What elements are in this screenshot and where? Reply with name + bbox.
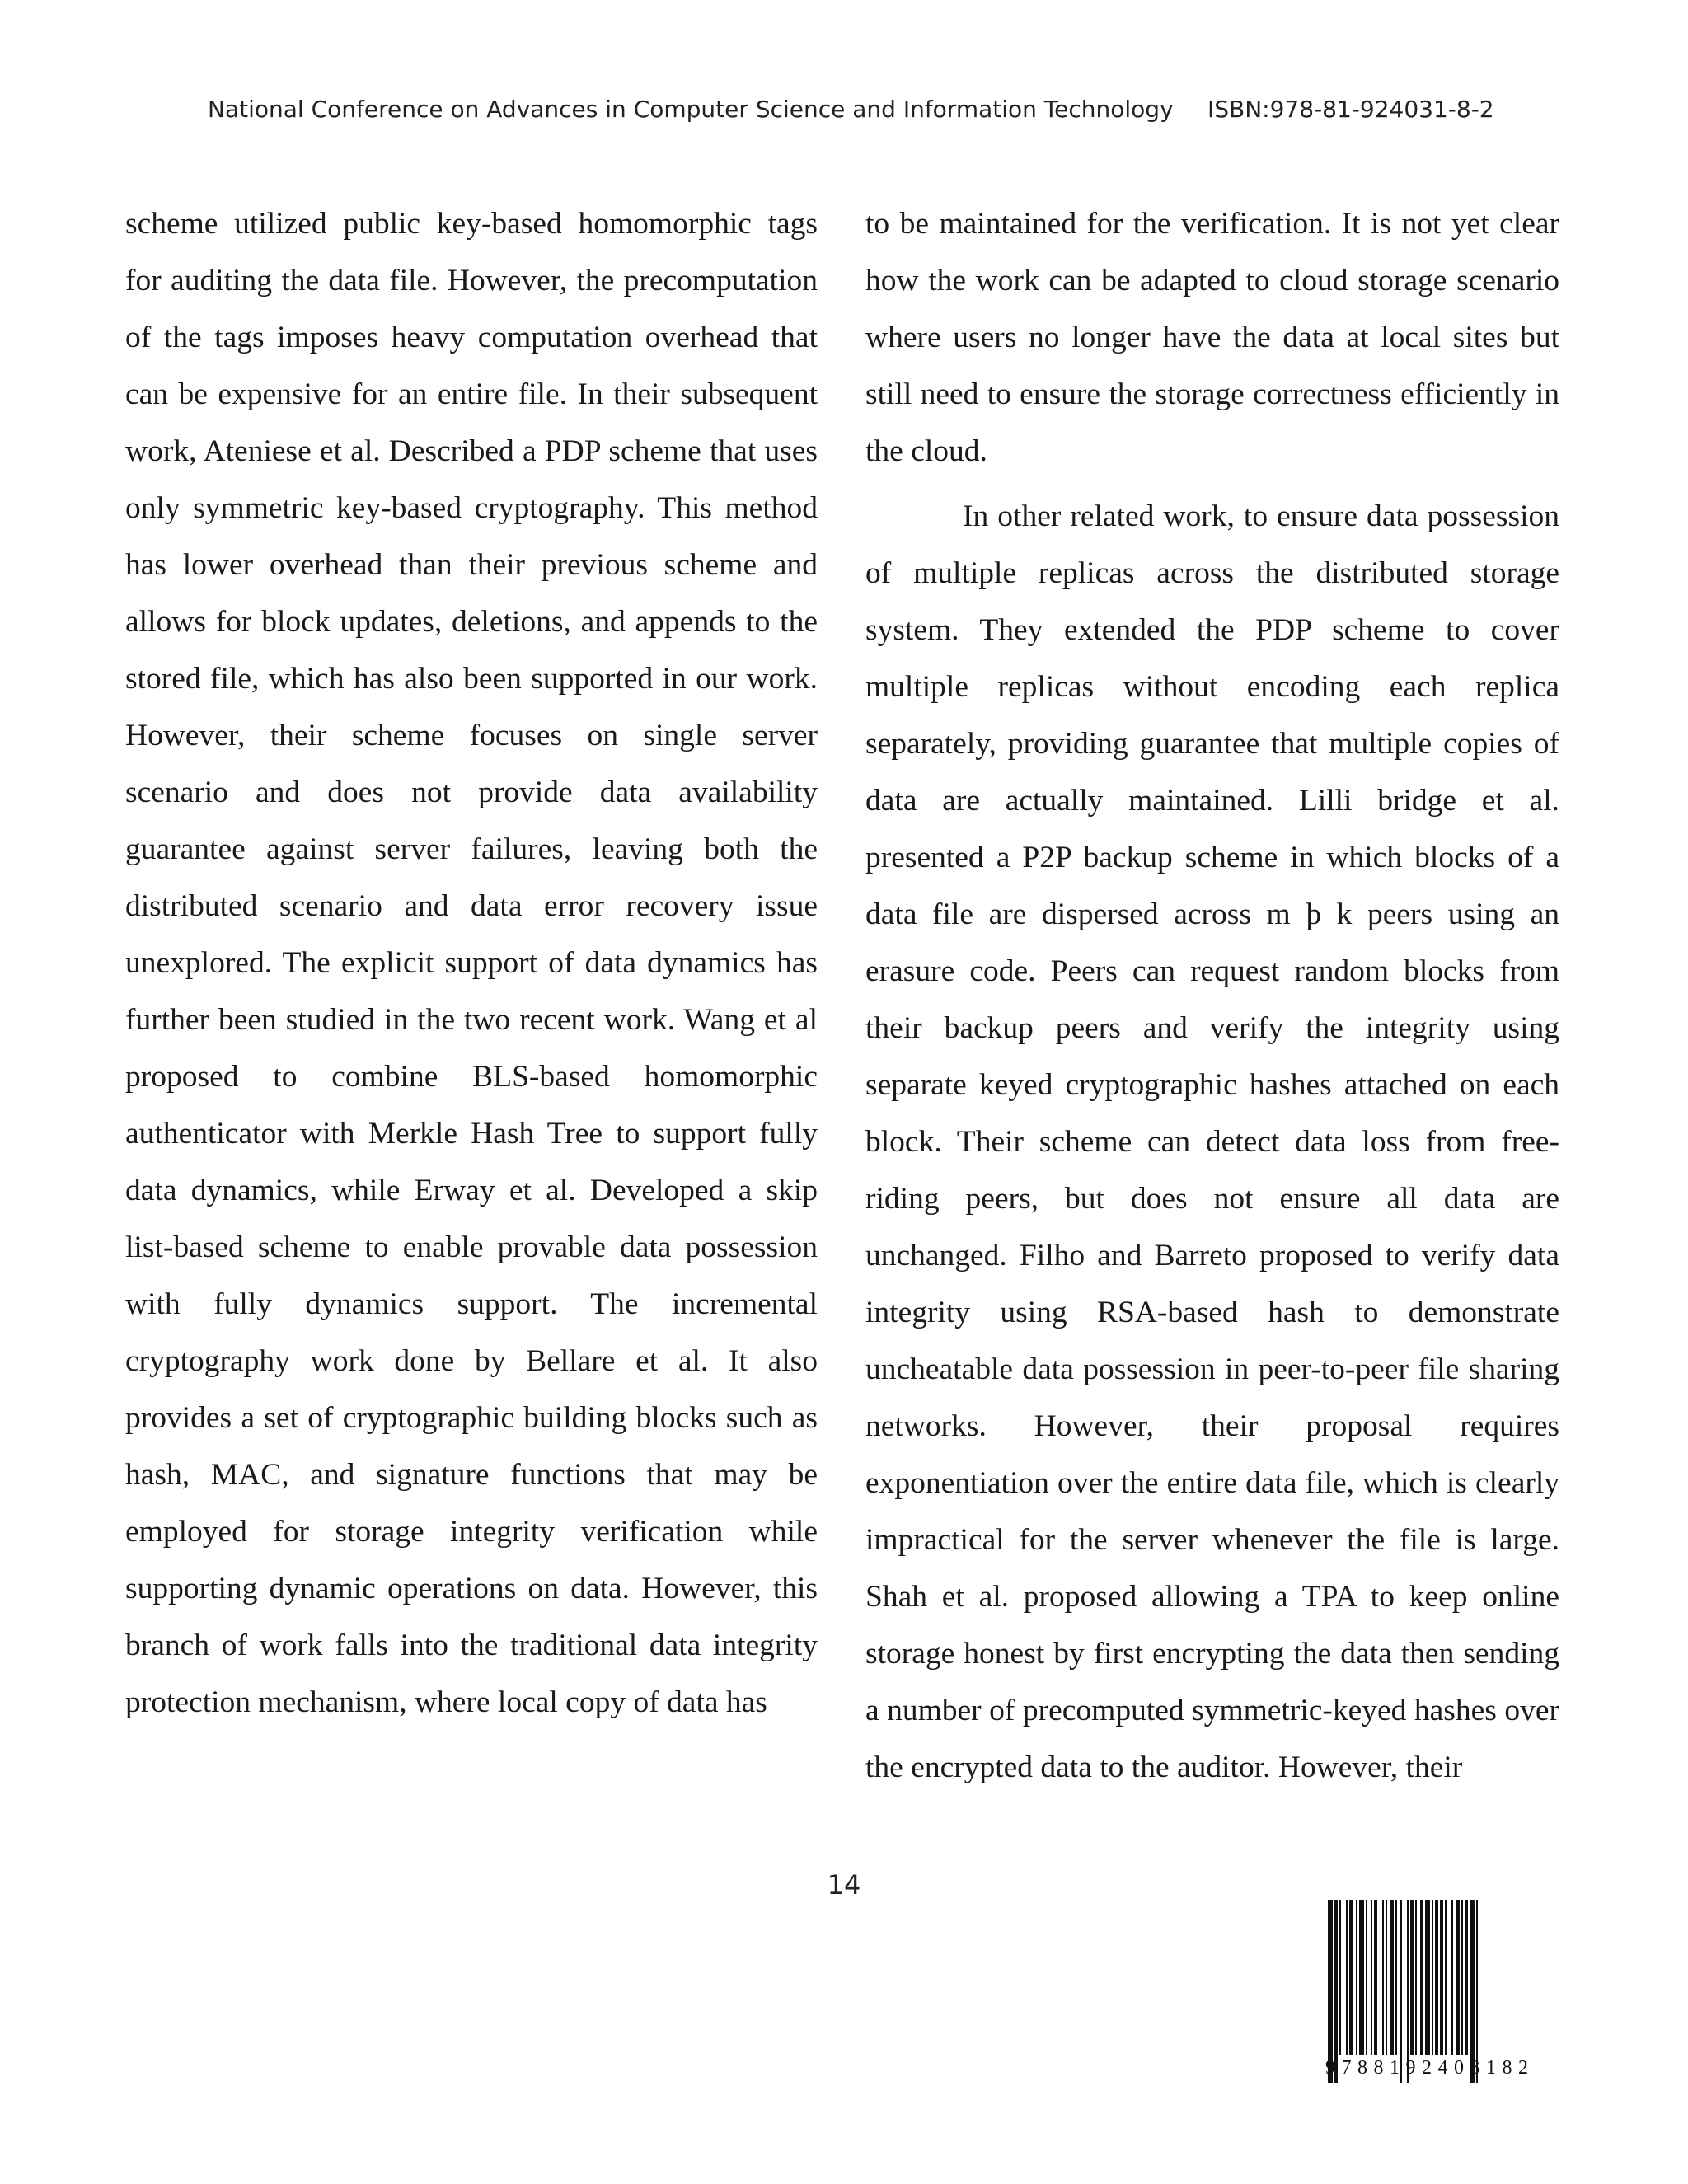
barcode-bar — [1328, 1900, 1333, 2083]
barcode-bar — [1461, 1900, 1463, 2055]
barcode-bar — [1440, 1900, 1443, 2055]
barcode-bar — [1456, 1900, 1460, 2055]
barcode-digits: 9788192403182 — [1325, 2057, 1535, 2079]
barcode-bar — [1425, 1900, 1430, 2055]
barcode-bar — [1359, 1900, 1364, 2055]
barcode-bar — [1382, 1900, 1384, 2055]
barcode-bar — [1346, 1900, 1348, 2055]
right-paragraph-2: In other related work, to ensure data possession of multiple replicas across the distributed storage system. They extended the PDP scheme to cover multiple replicas without encoding each replica separately, providing guarantee that multiple copies of data are actually maintained. Lilli bridge et al. presented a P2P backup scheme in which blocks of a data file are dispersed across m þ k peers using an erasure code. Peers can request random blocks from their backup peers and verify the integrity using separate keyed cryptographic hashes attached on each block. Their scheme can detect data loss from free-riding peers, but does not ensure all data are unchanged. Filho and Barreto proposed to verify data integrity using RSA-based hash to demonstrate uncheatable data possession in peer-to-peer file sharing networks. However, their proposal requires exponentiation over the entire data file, which is clearly impractical for the server whenever the file is large. Shah et al. proposed allowing a TPA to keep online storage honest by first encrypting the data then sending a number of precomputed symmetric-keyed hashes over the encrypted data to the auditor. However, their — [865, 499, 1559, 1784]
left-column — [125, 195, 818, 1731]
barcode-bar — [1451, 1900, 1453, 2055]
barcode-bar — [1400, 1900, 1402, 2083]
barcode-bar — [1470, 1900, 1475, 2083]
barcode-bar — [1390, 1900, 1394, 2055]
barcode-bar — [1366, 1900, 1367, 2055]
conference-title: National Conference on Advances in Computer Science and Information Technology — [208, 96, 1174, 123]
barcode-bar — [1407, 1900, 1409, 2083]
barcode-bar — [1349, 1900, 1353, 2055]
barcode-bar — [1356, 1900, 1357, 2055]
barcode-bar — [1476, 1900, 1478, 2083]
barcode-bar — [1465, 1900, 1468, 2055]
barcode-bar — [1395, 1900, 1397, 2055]
right-paragraph-1: to be maintained for the verification. It is not yet clear how the work can be adapted to cloud storage scenario where users no longer have the data at local sites but still need to ensure the storage correctness efficiently in the cloud. — [865, 207, 1559, 468]
barcode-bar — [1334, 1900, 1338, 2083]
barcode-bar — [1386, 1900, 1387, 2055]
barcode-bar — [1445, 1900, 1447, 2055]
barcode-bar — [1374, 1900, 1377, 2055]
page-number: 14 — [827, 1869, 861, 1900]
right-column — [865, 195, 1559, 1796]
barcode-bar — [1432, 1900, 1433, 2055]
barcode-bar — [1435, 1900, 1438, 2055]
left-paragraph: scheme utilized public key-based homomorphic tags for auditing the data file. However, the precomputation of the tags imposes heavy computation overhead that can be expensive for an entire file. In their subsequent work, Ateniese et al. Described a PDP scheme that uses only symmetric key-based cryptography. This method has lower overhead than their previous scheme and allows for block updates, deletions, and appends to the stored file, which has also been supported in our work. However, their scheme focuses on single server scenario and does not provide data availability guarantee against server failures, leaving both the distributed scenario and data error recovery issue unexplored. The explicit support of data dynamics has further been studied in the two recent work. Wang et al proposed to combine BLS-based homomorphic authenticator with Merkle Hash Tree to support fully data dynamics, while Erway et al. Developed a skip list-based scheme to enable provable data possession with fully dynamics support. The incremental cryptography work done by Bellare et al. It also provides a set of cryptographic building blocks such as hash, MAC, and signature functions that may be employed for storage integrity verification while supporting dynamic operations on data. However, this branch of work falls into the traditional data integrity protection mechanism, where local copy of data has — [125, 207, 818, 1719]
barcode-bar — [1371, 1900, 1372, 2055]
isbn-label: ISBN:978-81-924031-8-2 — [1207, 96, 1494, 123]
barcode-bar — [1410, 1900, 1414, 2055]
barcode-bar — [1415, 1900, 1417, 2055]
barcode-bar — [1339, 1900, 1341, 2055]
barcode-bar — [1420, 1900, 1423, 2055]
